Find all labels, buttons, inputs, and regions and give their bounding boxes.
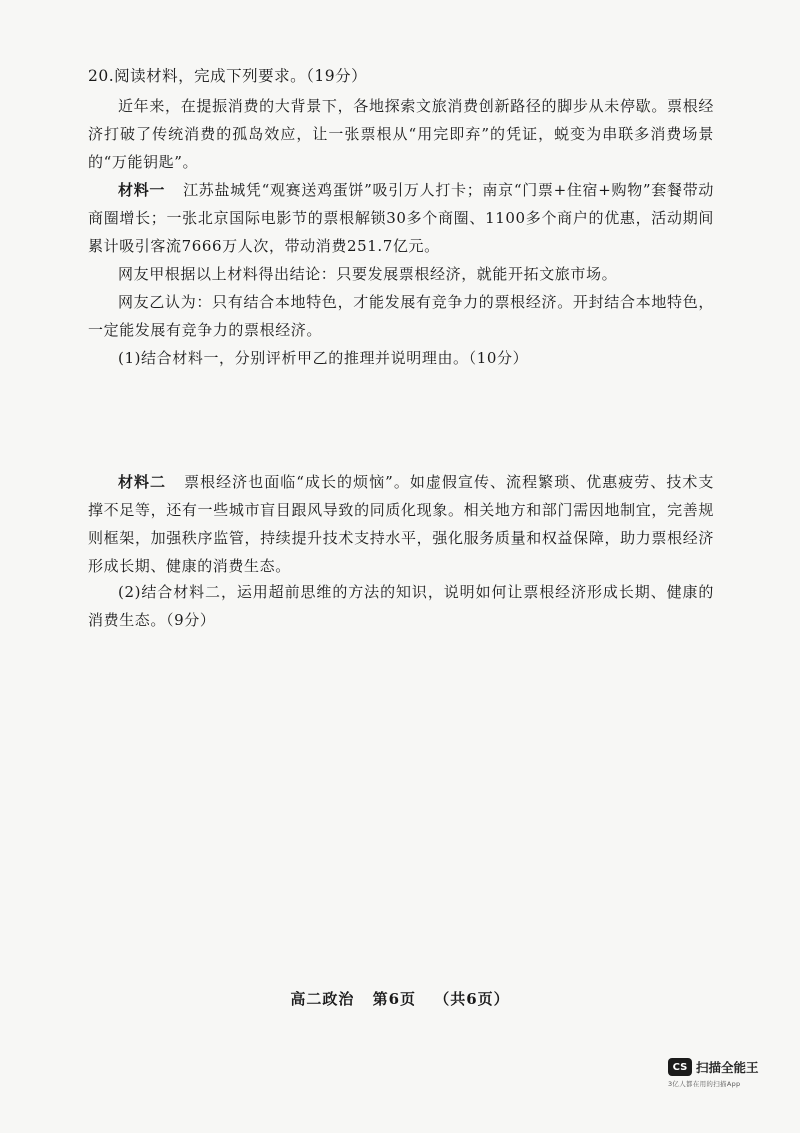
page-footer	[0, 988, 800, 1009]
material-one	[88, 176, 714, 260]
view-b: 网友乙认为：只有结合本地特色，才能发展有竞争力的票根经济。开封结合本地特色，一定能发展有竞争力的票根经济。	[88, 293, 714, 339]
material-one-text: 江苏盐城凭“观赛送鸡蛋饼”吸引万人打卡；南京“门票+住宿+购物”套餐带动商圈增长；一张北京国际电影节的票根解锁30多个商圈、1100多个商户的优惠，活动期间累计吸引客流7666万人次，带动消费251.7亿元。	[88, 181, 714, 255]
view-a: 网友甲根据以上材料得出结论：只要发展票根经济，就能开拓文旅市场。	[118, 265, 618, 283]
material-two-text: 票根经济也面临“成长的烦恼”。如虚假宣传、流程繁琐、优惠疲劳、技术支撑不足等，还有一些城市盲目跟风导致的同质化现象。相关地方和部门需因地制宜，完善规则框架，加强秩序监管，持续提升技术支持水平，强化服务质量和权益保障，助力票根经济形成长期、健康的消费生态。	[88, 473, 714, 575]
footer-subject: 高二政治	[290, 990, 355, 1008]
watermark-tagline: 3亿人都在用的扫描App	[668, 1080, 741, 1088]
material-two	[88, 468, 714, 580]
watermark-name: 扫描全能王	[696, 1060, 759, 1075]
footer-page: 第6页	[372, 990, 416, 1008]
scanner-watermark	[668, 1058, 788, 1088]
camscanner-logo-icon: CS	[668, 1058, 692, 1076]
sub-question-two: (2)结合材料二，运用超前思维的方法的知识，说明如何让票根经济形成长期、健康的消费生态。（9分）	[88, 583, 714, 629]
sub-question-one: (1)结合材料一，分别评析甲乙的推理并说明理由。（10分）	[118, 349, 529, 367]
question-title: 20.阅读材料，完成下列要求。（19分）	[88, 67, 368, 85]
intro-paragraph: 近年来，在提振消费的大背景下，各地探索文旅消费创新路径的脚步从未停歇。票根经济打破了传统消费的孤岛效应，让一张票根从“用完即弃”的凭证，蜕变为串联多消费场景的“万能钥匙”。	[88, 97, 714, 171]
material-one-label: 材料一	[118, 181, 166, 199]
material-two-label: 材料二	[118, 473, 167, 491]
footer-total: （共6页）	[434, 990, 510, 1008]
